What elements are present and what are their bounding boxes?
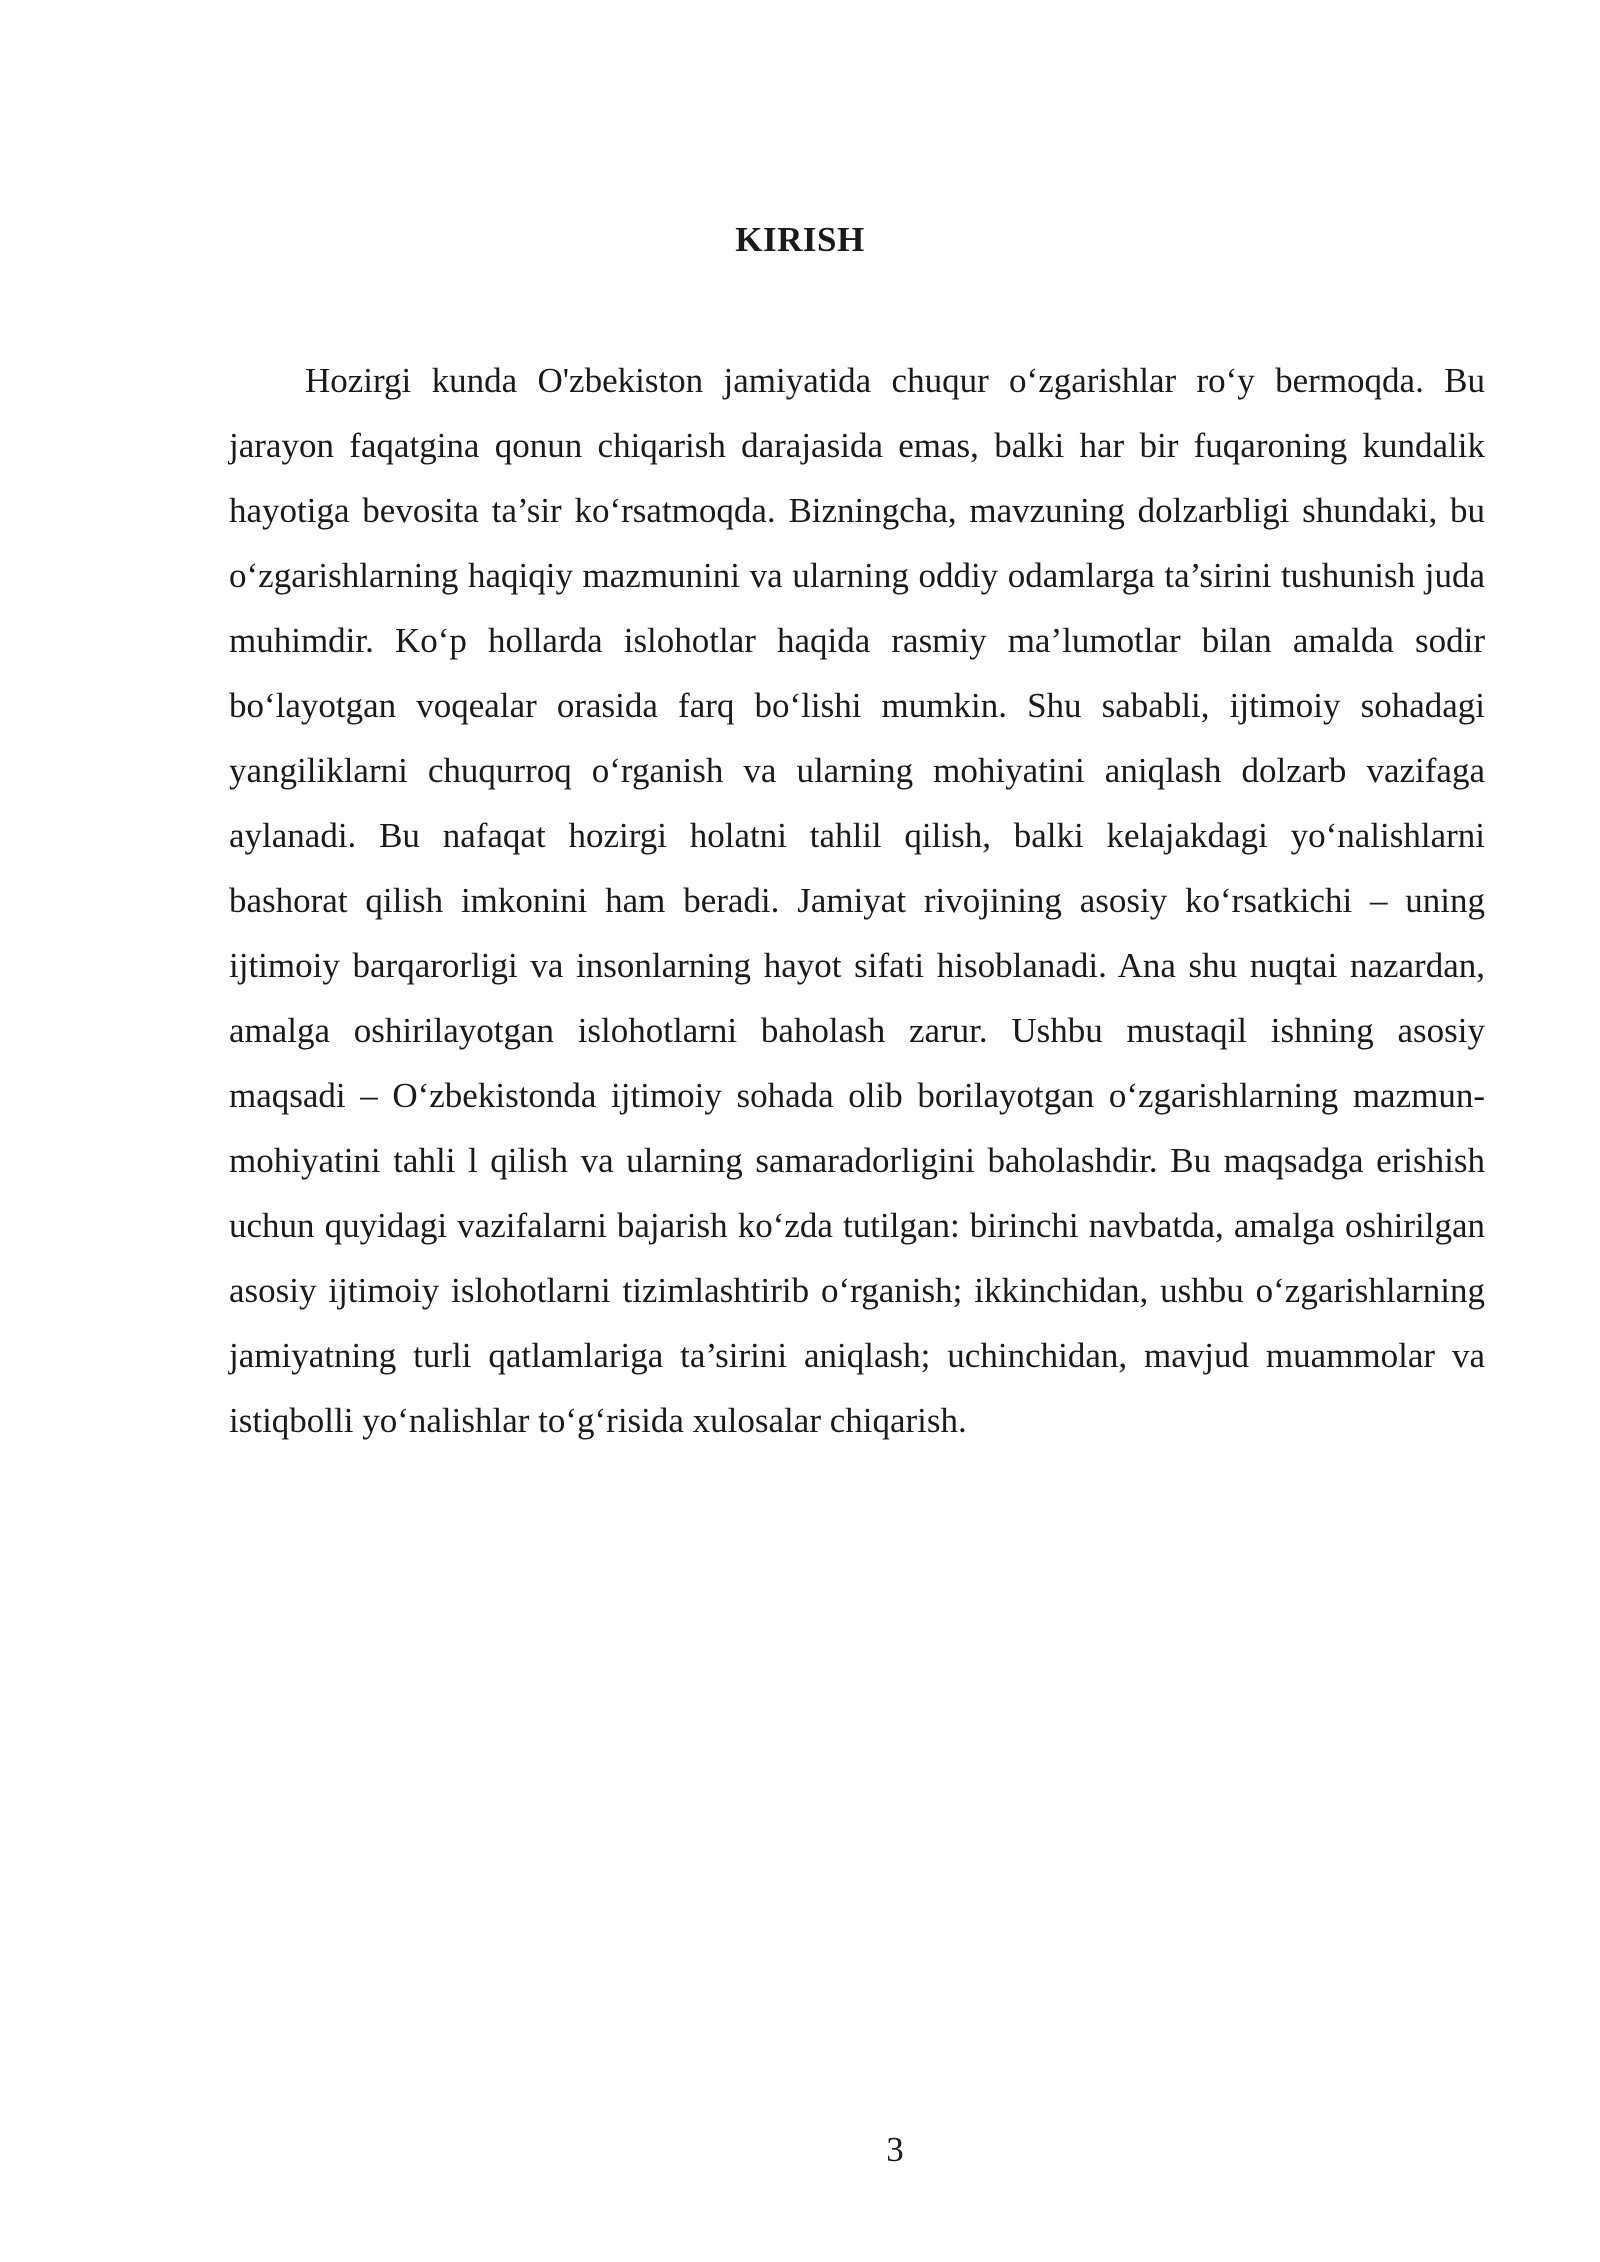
page-number: 3	[886, 2130, 904, 2169]
body-paragraph: Hozirgi kunda O'zbekiston jamiyatida chuqur o‘zgarishlar ro‘y bermoqda. Bu jarayon faqatgina qonun chiqarish darajasida emas, balki har bir fuqaroning kundalik hayotiga bevosita ta’sir ko‘rsatmoqda. Bizningcha, mavzuning dolzarbligi shundaki, bu o‘zgarishlarning haqiqiy mazmunini va ularning oddiy odamlarga ta’sirini tushunish juda muhimdir. Ko‘p hollarda islohotlar haqida rasmiy ma’lumotlar bilan amalda sodir bo‘layotgan voqealar orasida farq bo‘lishi mumkin. Shu sababli, ijtimoiy sohadagi yangiliklarni chuqurroq o‘rganish va ularning mohiyatini aniqlash dolzarb vazifaga aylanadi. Bu nafaqat hozirgi holatni tahlil qilish, balki kelajakdagi yo‘nalishlarni bashorat qilish imkonini ham beradi. Jamiyat rivojining asosiy ko‘rsatkichi – uning ijtimoiy barqarorligi va insonlarning hayot sifati hisoblanadi. Ana shu nuqtai nazardan, amalga oshirilayotgan islohotlarni baholash zarur. Ushbu mustaqil ishning asosiy maqsadi – O‘zbekistonda ijtimoiy sohada olib borilayotgan o‘zgarishlarning mazmun-mohiyatini tahli l qilish va ularning samaradorligini baholashdir. Bu maqsadga erishish uchun quyidagi vazifalarni bajarish ko‘zda tutilgan: birinchi navbatda, amalga oshirilgan asosiy ijtimoiy islohotlarni tizimlashtirib o‘rganish; ikkinchidan, ushbu o‘zgarishlarning jamiyatning turli qatlamlariga ta’sirini aniqlash; uchinchidan, mavjud muammolar va istiqbolli yo‘nalishlar to‘g‘risida xulosalar chiqarish.	[229, 361, 1485, 1440]
page-title: KIRISH	[735, 220, 865, 259]
